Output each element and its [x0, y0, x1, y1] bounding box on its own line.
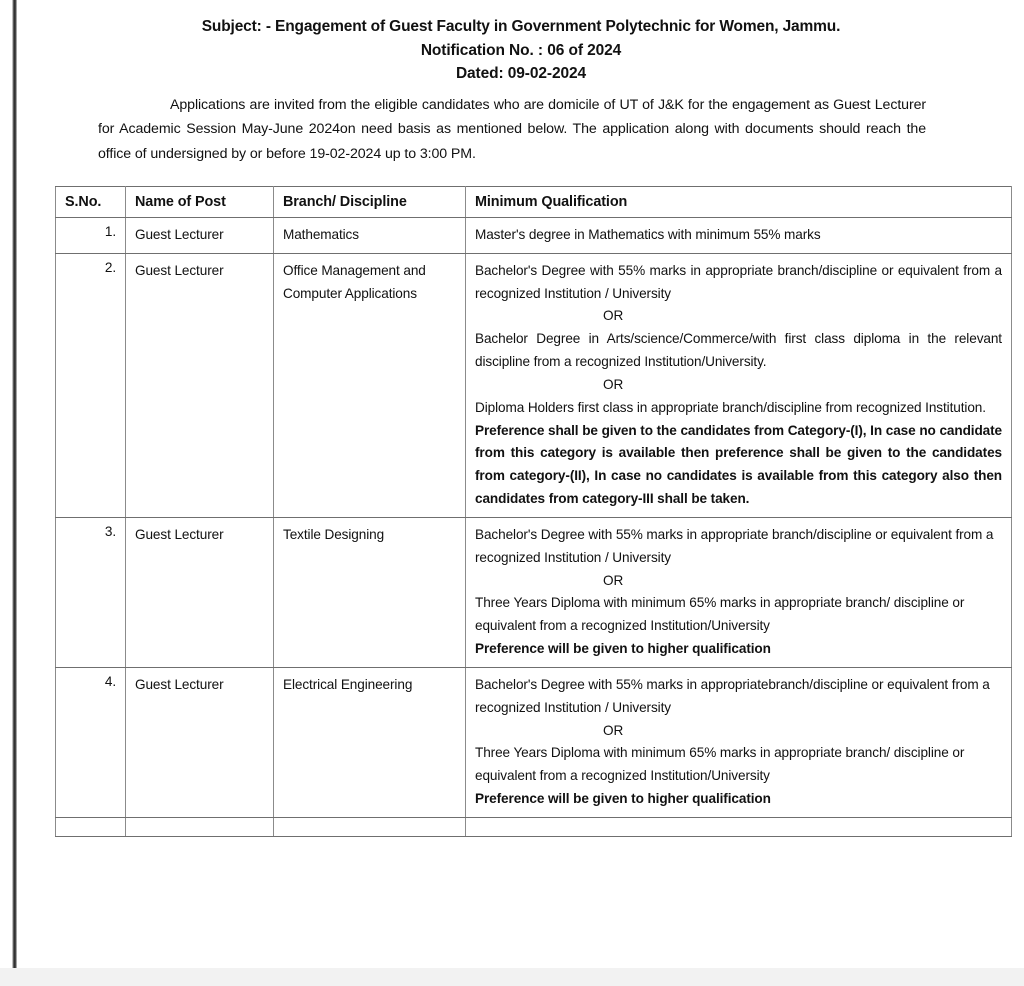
- scan-bottom-band: [0, 968, 1024, 986]
- row-sno: 2.: [56, 253, 126, 517]
- qualification-line: Bachelor's Degree with 55% marks in appropriatebranch/discipline or equivalent from a recognized Institution / University: [475, 676, 990, 715]
- row-sno: [56, 817, 126, 836]
- qualification-table: [55, 186, 1012, 837]
- intro-paragraph: Applications are invited from the eligible candidates who are domicile of UT of J&K for the engagement as Guest Lecturer for Academic Session May-June 2024on need basis as mentioned below. The application along with documents should reach the office of undersigned by or before 19-02-2024 up to 3:00 PM.: [98, 97, 926, 162]
- row-qualification: [466, 817, 1012, 836]
- row-qualification: [466, 517, 1012, 667]
- qualification-or-separator: OR: [603, 572, 624, 588]
- branch-line-1: Office Management and: [283, 262, 426, 278]
- table-row-partial-clipped: [56, 817, 1012, 836]
- subject-line: Subject: - Engagement of Guest Faculty in Government Polytechnic for Women, Jammu.: [201, 18, 841, 35]
- qualification-line: Bachelor's Degree with 55% marks in appropriate branch/discipline or equivalent from a recognized Institution / University: [475, 526, 994, 565]
- table-row: [56, 253, 1012, 517]
- row-qualification: [466, 218, 1012, 254]
- notification-date: Dated: 09-02-2024: [455, 65, 587, 82]
- qualification-preference-note: Preference will be given to higher qualification: [475, 791, 771, 807]
- qualification-or-separator: OR: [603, 308, 624, 324]
- branch-line-2: Computer Applications: [283, 285, 417, 301]
- row-post: [126, 817, 274, 836]
- qualification-line: Diploma Holders first class in appropriate branch/discipline from recognized Institution.: [475, 399, 986, 415]
- qualification-table-container: [55, 186, 1011, 837]
- column-header-post: Name of Post: [126, 187, 274, 218]
- row-sno: 1.: [56, 218, 126, 254]
- row-post: Guest Lecturer: [126, 517, 274, 667]
- row-post: Guest Lecturer: [126, 667, 274, 817]
- row-branch: Mathematics: [274, 218, 466, 254]
- qualification-line: Master's degree in Mathematics with minimum 55% marks: [475, 227, 821, 242]
- row-branch: Electrical Engineering: [274, 667, 466, 817]
- qualification-line: Three Years Diploma with minimum 65% marks in appropriate branch/ discipline or equivalent from a recognized Institution/University: [475, 745, 965, 784]
- row-sno: 4.: [56, 667, 126, 817]
- qualification-or-separator: OR: [603, 376, 624, 392]
- qualification-preference-note: Preference shall be given to the candidates from Category-(I), In case no candidate from this category is available then preference shall be given to the candidates from category-(II), In case no candidates is available from this category also then candidates from category-III shall be taken.: [475, 422, 1002, 507]
- column-header-branch: Branch/ Discipline: [274, 187, 466, 218]
- qualification-preference-note: Preference will be given to higher qualification: [475, 641, 771, 657]
- row-post: Guest Lecturer: [126, 218, 274, 254]
- row-branch: [274, 253, 466, 517]
- qualification-line: Three Years Diploma with minimum 65% marks in appropriate branch/ discipline or equivalent from a recognized Institution/University: [475, 595, 965, 634]
- qualification-line: Bachelor's Degree with 55% marks in appropriate branch/discipline or equivalent from a recognized Institution / University: [475, 262, 1002, 301]
- notice-header: [0, 0, 1024, 83]
- table-row: [56, 667, 1012, 817]
- row-branch: Textile Designing: [274, 517, 466, 667]
- row-post: Guest Lecturer: [126, 253, 274, 517]
- table-header-row: [56, 187, 1012, 218]
- qualification-line: Bachelor Degree in Arts/science/Commerce/with first class diploma in the relevant discipline from a recognized Institution/University.: [475, 331, 1002, 370]
- scan-edge-artifact: [12, 0, 17, 986]
- table-row: [56, 218, 1012, 254]
- row-qualification: [466, 253, 1012, 517]
- table-row: [56, 517, 1012, 667]
- row-qualification: [466, 667, 1012, 817]
- row-branch: [274, 817, 466, 836]
- qualification-or-separator: OR: [603, 722, 624, 738]
- column-header-sno: S.No.: [56, 187, 126, 218]
- column-header-qualification: Minimum Qualification: [466, 187, 1012, 218]
- notification-number: Notification No. : 06 of 2024: [420, 42, 622, 59]
- row-sno: 3.: [56, 517, 126, 667]
